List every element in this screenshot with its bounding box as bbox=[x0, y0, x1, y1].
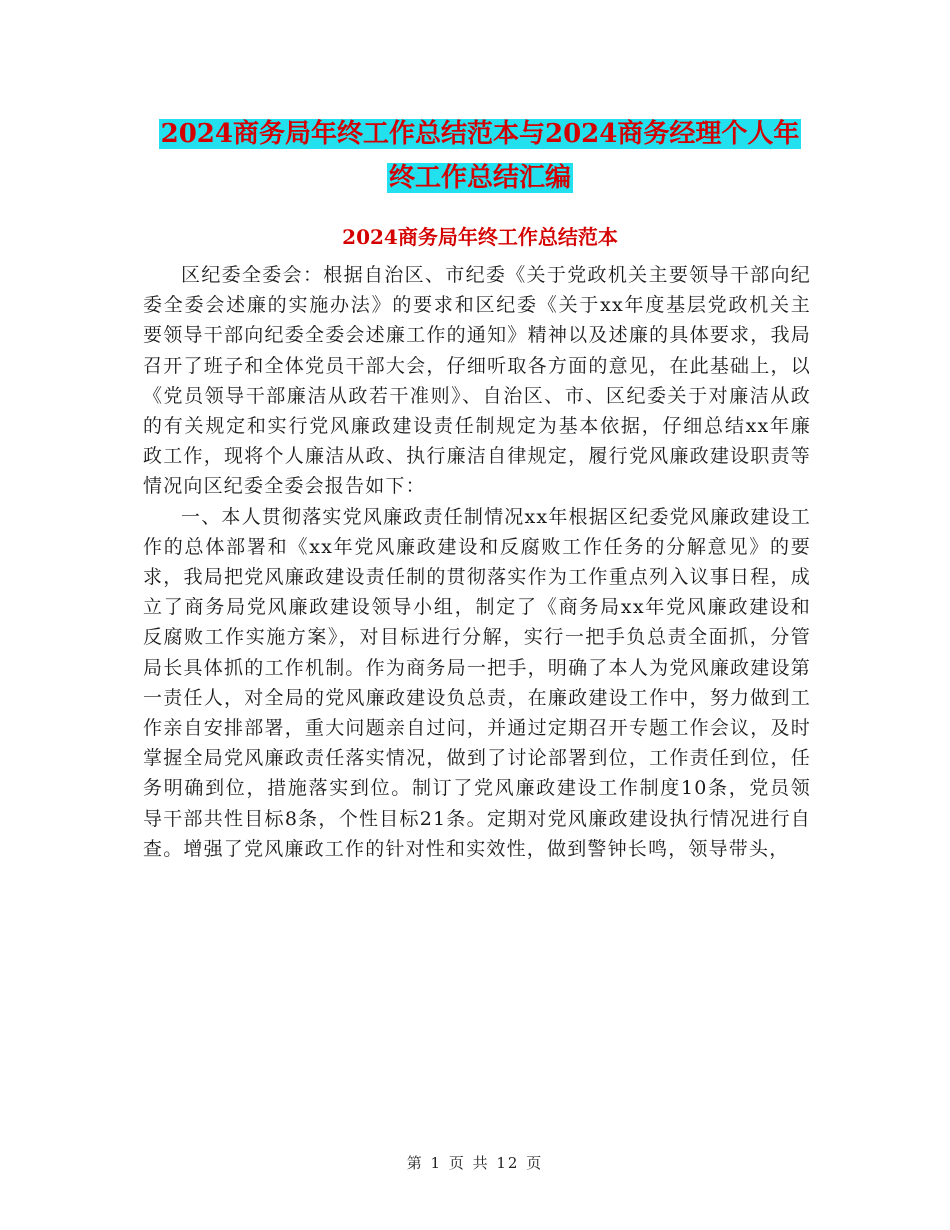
section-title: 2024商务局年终工作总结范本 bbox=[342, 225, 618, 249]
paragraph-1: 区纪委全委会：根据自治区、市纪委《关于党政机关主要领导干部向纪委全委会述廉的实施办法》的要求和区纪委《关于xx年度基层党政机关主要领导干部向纪委全委会述廉工作的通知》精神以及述廉的具体要求，我局召开了班子和全体党员干部大会，仔细听取各方面的意见，在此基础上，以《党员领导干部廉洁从政若干准则》、自治区、市、区纪委关于对廉洁从政的有关规定和实行党风廉政建设责任制规定为基本依据，仔细总结xx年廉政工作，现将个人廉洁从政、执行廉洁自律规定，履行党风廉政建设职责等情况向区纪委全委会报告如下： bbox=[143, 264, 811, 498]
page-footer: 第 1 页 共 12 页 bbox=[406, 1154, 544, 1172]
body-text bbox=[143, 260, 811, 864]
document-title bbox=[140, 112, 820, 200]
title-line-1: 2024商务局年终工作总结范本与2024商务经理个人年 bbox=[160, 119, 800, 149]
title-line-2: 终工作总结汇编 bbox=[388, 163, 571, 193]
paragraph-2: 一、本人贯彻落实党风廉政责任制情况xx年根据区纪委党风廉政建设工作的总体部署和《xx年党风廉政建设和反腐败工作任务的分解意见》的要求，我局把党风廉政建设责任制的贯彻落实作为工作重点列入议事日程，成立了商务局党风廉政建设领导小组，制定了《商务局xx年党风廉政建设和反腐败工作实施方案》，对目标进行分解，实行一把手负总责全面抓，分管局长具体抓的工作机制。作为商务局一把手，明确了本人为党风廉政建设第一责任人，对全局的党风廉政建设负总责，在廉政建设工作中，努力做到工作亲自安排部署，重大问题亲自过问，并通过定期召开专题工作会议，及时掌握全局党风廉政责任落实情况，做到了讨论部署到位，工作责任到位，任务明确到位，措施落实到位。制订了党风廉政建设工作制度10条，党员领导干部共性目标8条，个性目标21条。定期对党风廉政建设执行情况进行自查。增强了党风廉政工作的针对性和实效性，做到警钟长鸣，领导带头， bbox=[143, 505, 811, 860]
